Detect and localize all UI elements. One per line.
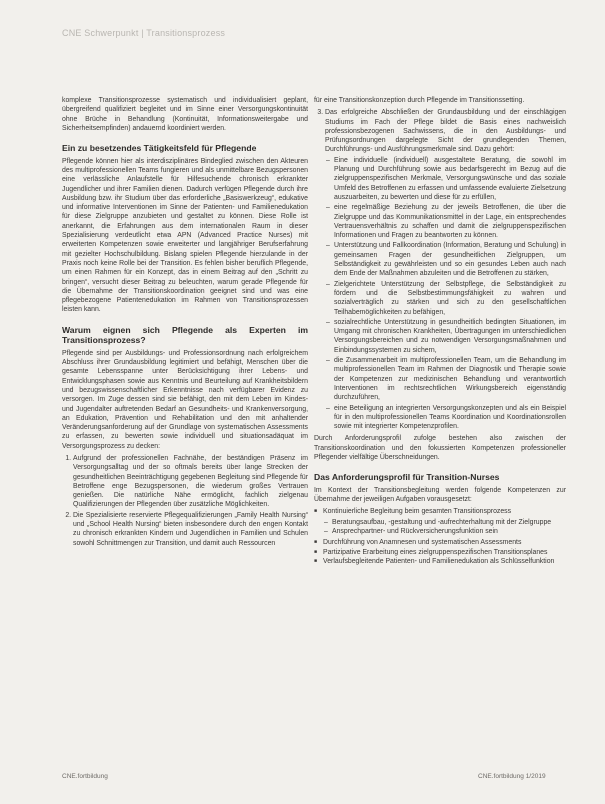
dash-item: – Unterstützung und Fallkoordination (Information, Beratung und Schulung) in gemeinsamen Fragen der gesundheitlichen Zielgruppen, um Selbständigkeit zu gewährleisten und so ein gesundes Leben auch nach dem Ende der Maßnahmen abzuleiten und die Betroffenen zu stärken, [334, 241, 566, 278]
section-heading-experten: Warum eignen sich Pflegende als Experten im Transitionsprozess? [62, 324, 308, 346]
sub-dash-item: – Ansprechpartner- und Rückversicherungsfunktion sein [332, 527, 566, 536]
footer-right: CNE.fortbildung 1/2019 [478, 773, 546, 780]
sub-dash-list [323, 518, 566, 537]
dash-item: – Zielgerichtete Unterstützung der Selbstpflege, die Selbständigkeit zu fördern und die Selbstbestimmungsfähigkeit zu wahren und sozialverträglich zu stärken und sich zu den gesellschaftlichen Teilhabemöglichkeiten zu befähigen, [334, 280, 566, 317]
square-bullet-list [314, 507, 566, 566]
summary-paragraph: Durch Anforderungsprofil zufolge bestehen also zwischen der Transitionskoordination und den fokussierten Kompetenzen professioneller Pflegender vielfältige Überschneidungen. [314, 435, 566, 461]
list-item: 1. Aufgrund der professionellen Fachnähe, der beständigen Präsenz im Versorgungsalltag und der so oftmals bereits über lange Strecken der gesundheitlichen Beeinträchtigung gegebenen Begleitung sind Pflegende für Betroffene enge Bezugspersonen, die wiederum großes Vertrauen genießen. Die natürliche Nähe ermöglicht, fachlich zielgenau Qualifizierungen der Pflegenden über zusätzliche Möglichkeiten. [73, 454, 308, 510]
list-item [325, 108, 566, 431]
footer-left: CNE.fortbildung [62, 773, 108, 780]
paragraph-taetigkeitsfeld: Pflegende können hier als interdisziplinäres Bindeglied zwischen den Akteuren des multiprofessionellen Teams fungieren und als unmittelbare Bezugspersonen eine verlässliche Anlaufstelle für Hilfesuchende chronisch erkrankter Jugendlicher und ihrer Familien dienen. Dadurch verfügen Pflegende durch ihre Ausbildung bzw. ihr Studium über das erforderliche „Basiswerkzeug“, edukative und informative Interventionen im Sinne der Patienten- und Familienedukation für diese Zielgruppe anzubieten und gestaltet zu können. Diese Rolle ist anerkannt, die Erfahrungen aus dem internationalen Raum in dieser Spezialisierung verdeutlicht etwa APN (Advanced Practice Nurses) mit erweiterten Kompetenzen sowie erweiterter und langjähriger Berufserfahrung mit gezielter Hochschulbildung. Bislang spielen Pflegende hierzulande in der Praxis noch keine Rolle bei der Transition. Es fehlen bisher beruflich Pflegende, um einen Rahmen für ein Konzept, das in einem Beitrag auf den „Schritt zu bringen“, versucht dieser Beitrag zu beleuchten, warum gerade Pflegende für die Übernahme der Transitionskoordination geeignet sind und was eine pflegebezogene Patientenedukation im Rahmen von Transitionsprozessen leisten kann. [62, 157, 308, 314]
dash-item: – sozialrechtliche Unterstützung in gesundheitlich bedingten Situationen, im Umgang mit chronischen Krankheiten, Übertragungen im unterschiedlichen Versorgungsbereichen und zu notwendigen Versorgungsmaßnahmen und Einbindungssystemen zu sichern, [334, 318, 566, 355]
dash-item: – die Zusammenarbeit im multiprofessionellen Team, um die Behandlung im multiprofessionellen Team im Rahmen der Diagnostik und Therapie sowie der Kompetenzen zur medizinischen Behandlung und verantwortlich Interventionen im rechtsrechtlichen Wirkungsbereich eigenständig durchzuführen, [334, 356, 566, 402]
sub-dash-item: – Beratungsaufbau, -gestaltung und -aufrechterhaltung mit der Zielgruppe [332, 518, 566, 527]
intro-paragraph: komplexe Transitionsprozesse systematisch und individualisiert geplant, übergreifend qualifiziert begleitet und im Sinne einer Versorgungskontinuität ohne Brüche in Behandlung (Kontinuität, Informationsweitergabe und Sicherheitsempfinden) andauernd koordiniert werden. [62, 97, 308, 132]
bullet-item [323, 507, 566, 536]
bullet-item: ■ Durchführung von Anamnesen und systematischen Assessments [323, 538, 566, 547]
dash-list [325, 156, 566, 432]
section-heading-taetigkeitsfeld: Ein zu besetzendes Tätigkeitsfeld für Pflegende [62, 143, 257, 154]
paragraph-anforderungsprofil: Im Kontext der Transitionsbegleitung werden folgende Kompetenzen zur Übernahme der jeweiligen Aufgaben vorausgesetzt: [314, 486, 566, 504]
list-item: 2. Die Spezialisierte reservierte Pflegequalifizierungen „Family Health Nursing“ und „School Health Nursing“ bieten insbesondere durch den engen Kontakt zu chronisch erkrankten Kindern und Jugendlichen in Familien und Schulen sowohl Schnittmengen zur Transition, und damit auch Ressourcen [73, 511, 308, 548]
bullet-item: ■ Partizipative Erarbeitung eines zielgruppenspezifischen Transitionsplanes [323, 548, 566, 557]
list-item-text: Das erfolgreiche Abschließen der Grundausbildung und der einschlägigen Studiums im Fach der Pflege bildet die Basis eines nachweislich professionsbezogenen Sachwissens, die in den Ausbildungs- und Prüfungsordnungen dargelegte Sicht der grundlegenden Themen, Durchführungs- und Ausführungsmerkmale sind. Dazu gehört: [325, 109, 566, 154]
dash-item: – eine regelmäßige Beziehung zu der jeweils Betroffenen, die über die Zielgruppe und das Kommunikationsmittel in der Lage, ein entsprechendes Vertrauensverhältnis zu schaffen und damit die zielgruppenspezifischen Informationen und Fragen zu beantworten zu können. [334, 203, 566, 240]
numbered-list [62, 454, 308, 548]
continued-paragraph: für eine Transitionskonzeption durch Pflegende im Transitionssetting. [314, 97, 525, 104]
numbered-list-cont [314, 108, 566, 431]
dash-item: – Eine individuelle (individuell) ausgestaltete Beratung, die sowohl im Planung und Durchführung sowie aus bedarfsgerecht im Bezug auf die zielgruppenspezifischen Merkmale, Versorgungswünsche und das soziale Umfeld des Betroffenen zu erfassen und umfassende evaluierte Zielsetzung auszuarbeiten, zu bewerten und diese für zu erfüllen, [334, 156, 566, 202]
left-column [62, 96, 308, 551]
paragraph-experten: Pflegende sind per Ausbildungs- und Professionsordnung nach erfolgreichem Abschluss ihrer Grundausbildung legitimiert und befähigt, Menschen über die gesamte Lebensspanne unter Berücksichtigung ihrer Lebens- und Entwicklungsphasen sowie aus Kenntnis und Beurteilung auf Krankheitsbildern und bezugswissenschaftlicher Erkenntnisse nach verfügbarer Evidenz zu versorgen. Im Zuge dessen sind sie befähigt, den mit dem Leben im Kindes- und Jugendalter auftretenden Bedarf an Gesundheits- und Krankenversorgung, an Edukation, Prävention und Rehabilitation und den mit anhaltender Veränderungsanforderung auf der Grundlage von systematischen Assessments zu erfassen, zu bewerten sowie individuell und situationsadäquat im Versorgungsprozess zu decken: [62, 349, 308, 450]
bullet-item: ■ Verlaufsbegleitende Patienten- und Familienedukation als Schlüsselfunktion [323, 557, 566, 566]
bullet-item-text: Kontinuierliche Begleitung beim gesamten Transitionsprozess [323, 508, 512, 516]
dash-item: – eine Beteiligung an integrierten Versorgungskonzepten und als ein Beispiel für in den multiprofessionellen Teams Koordination und Koordinationsrollen sowie mit integrierter Kompetenzprofilen. [334, 404, 566, 432]
right-column [314, 96, 566, 568]
running-head: CNE Schwerpunkt | Transitionsprozess [62, 28, 226, 38]
section-heading-anforderungsprofil: Das Anforderungsprofil für Transition-Nurses [314, 472, 500, 483]
